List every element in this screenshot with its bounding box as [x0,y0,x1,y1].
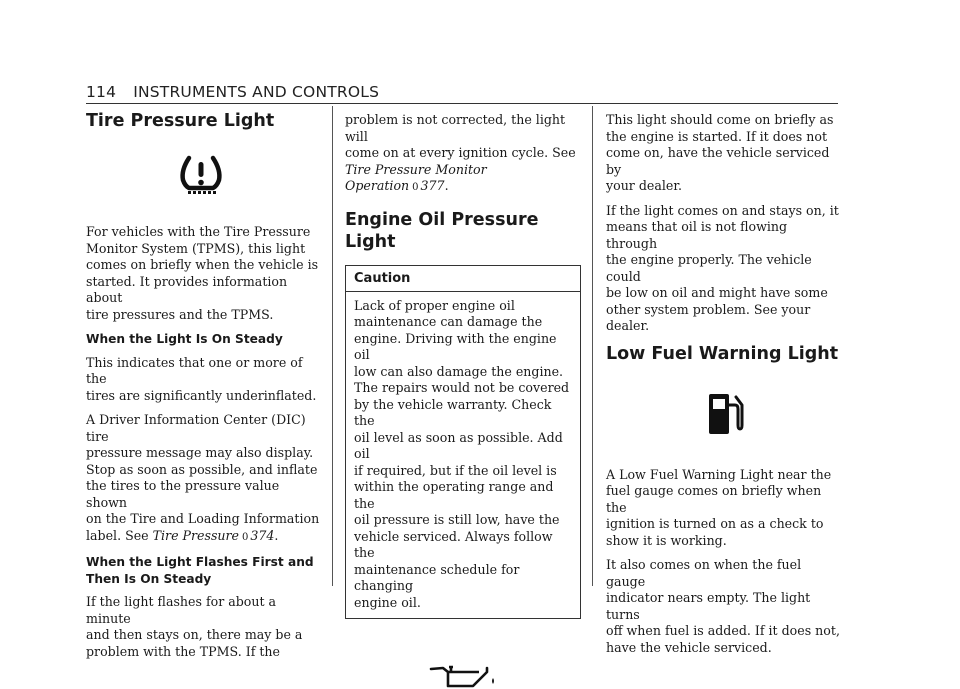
caution-text: Lack of proper engine oil maintenance can damage the engine. Driving with the engine oil low can also damage the engine. The repairs would not be covered by the vehicle warranty. Check the oil level as soon as possible. Add oil if required, but if the oil level is within the operating range and the oil pressure is still low, have the vehicle serviced. Always follow the maintenance schedule for changing engine oil. [354,297,570,610]
column-1 [86,110,322,668]
page-header [86,83,838,104]
tire-pressure-link[interactable]: Tire Pressure [152,527,239,543]
column-3 [606,112,842,664]
oil-pressure-heading: Engine Oil Pressure Light [345,209,539,252]
page-ref-arrow: 0 [242,531,249,543]
tire-pressure-warning-icon [177,154,225,196]
flash-continued: problem is not corrected, the light will come on at every ignition cycle. See [345,112,576,160]
tpms-operation-page[interactable]: 377 [420,178,445,193]
page-number: 114 [86,83,117,101]
flashing-light-heading: When the Light Flashes First and Then Is On Steady [86,555,314,586]
column-divider-2 [592,106,593,586]
period: . [274,527,279,543]
steady-light-heading: When the Light Is On Steady [86,332,283,346]
caution-box [345,265,581,620]
section-title: INSTRUMENTS AND CONTROLS [133,83,380,101]
header-divider [86,103,838,104]
low-fuel-heading: Low Fuel Warning Light [606,343,839,364]
oil-can-icon [429,659,499,689]
steady-light-text: This indicates that one or more of the tires are significantly underinflated. [86,354,317,403]
dic-text: A Driver Information Center (DIC) tire pressure message may also display. Stop as soon as possible, and inflate the tires to the pressure value shown on the Tire and Loading Information label. See [86,412,320,543]
oil-light-text-2: If the light comes on and stays on, it means that oil is not flowing through the engine properly. The vehicle could be low on oil and might have some other system problem. See your dealer. [606,202,839,333]
tire-pressure-heading: Tire Pressure Light [86,111,275,131]
caution-title: Caution [354,270,411,286]
low-fuel-text-1: A Low Fuel Warning Light near the fuel gauge comes on briefly when the ignition is turned on as a check to show it is working. [606,466,832,548]
caution-divider [346,291,580,292]
page-ref-arrow: 0 [412,182,419,193]
low-fuel-text-2: It also comes on when the fuel gauge indicator nears empty. The light turns off when fuel is added. If it does not, have the vehicle serviced. [606,557,840,655]
period: . [444,178,449,193]
tpms-operation-link[interactable]: Tire Pressure Monitor Operation [345,161,487,193]
fuel-pump-icon [706,391,744,437]
oil-light-text-1: This light should come on briefly as the engine is started. If it does not come on, have the vehicle serviced by your dealer. [606,112,834,193]
column-2 [345,112,581,689]
dic-message-text [86,412,322,546]
tire-pressure-page[interactable]: 374 [250,527,275,543]
tire-intro-text: For vehicles with the Tire Pressure Monitor System (TPMS), this light comes on briefly when the vehicle is started. It provides information about tire pressures and the TPMS. [86,224,319,322]
flashing-light-text-continued [345,112,581,197]
flashing-light-text: If the light flashes for about a minute and then stays on, there may be a problem with the TPMS. If the [86,594,303,659]
column-divider-1 [332,106,333,586]
